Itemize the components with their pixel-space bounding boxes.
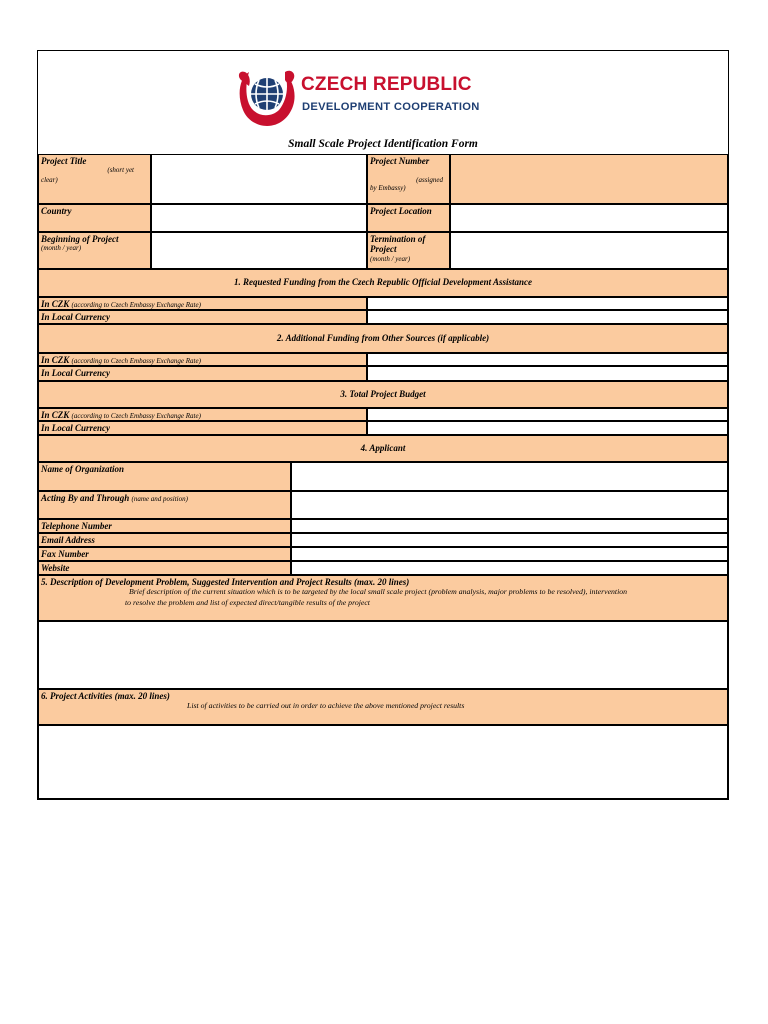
logo-line-1: CZECH REPUBLIC	[301, 74, 472, 95]
section-5-textarea[interactable]	[38, 621, 728, 689]
section-2-header: 2. Additional Funding from Other Sources (if applicable)	[38, 324, 728, 353]
project-number-label: Project Number (assigned by Embassy)	[367, 154, 450, 204]
acting-by-label: Acting By and Through (name and position)	[38, 491, 291, 519]
termination-of-project-label: Termination of Project (month / year)	[367, 232, 450, 269]
email-input[interactable]	[291, 533, 728, 547]
beginning-of-project-label: Beginning of Project (month / year)	[38, 232, 151, 269]
telephone-input[interactable]	[291, 519, 728, 533]
s3-czk-input[interactable]	[367, 408, 728, 421]
s1-czk-label: In CZK (according to Czech Embassy Exchange Rate)	[38, 297, 367, 310]
acting-by-input[interactable]	[291, 491, 728, 519]
project-title-input[interactable]	[151, 154, 367, 204]
website-label: Website	[38, 561, 291, 575]
czech-development-cooperation-logo	[235, 66, 480, 128]
s3-czk-label: In CZK (according to Czech Embassy Exchange Rate)	[38, 408, 367, 421]
section-5-header: 5. Description of Development Problem, Suggested Intervention and Project Results (max. 20 lines) Brief description of the current situation which is to be targeted by the local small scale project (problem analysis, major problems to be resolved), intervention to resolve the problem and list of expected direct/tangible results of the project	[38, 575, 728, 621]
section-4-header: 4. Applicant	[38, 435, 728, 462]
s3-local-currency-input[interactable]	[367, 421, 728, 435]
section-6-header: 6. Project Activities (max. 20 lines) List of activities to be carried out in order to achieve the above mentioned project results	[38, 689, 728, 725]
termination-of-project-input[interactable]	[450, 232, 728, 269]
s1-local-currency-label: In Local Currency	[38, 310, 367, 324]
logo-line-2: DEVELOPMENT COOPERATION	[302, 101, 480, 113]
s2-local-currency-input[interactable]	[367, 366, 728, 381]
s1-czk-input[interactable]	[367, 297, 728, 310]
s1-local-currency-input[interactable]	[367, 310, 728, 324]
country-input[interactable]	[151, 204, 367, 232]
email-label: Email Address	[38, 533, 291, 547]
section-1-header: 1. Requested Funding from the Czech Republic Official Development Assistance	[38, 269, 728, 297]
project-title-label: Project Title (short yet clear)	[38, 154, 151, 204]
globe-hands-icon	[235, 66, 299, 128]
fax-label: Fax Number	[38, 547, 291, 561]
s2-czk-label: In CZK (according to Czech Embassy Exchange Rate)	[38, 353, 367, 366]
form-title: Small Scale Project Identification Form	[288, 138, 478, 150]
country-label: Country	[38, 204, 151, 232]
s2-czk-input[interactable]	[367, 353, 728, 366]
s3-local-currency-label: In Local Currency	[38, 421, 367, 435]
website-input[interactable]	[291, 561, 728, 575]
fax-input[interactable]	[291, 547, 728, 561]
project-location-label: Project Location	[367, 204, 450, 232]
project-number-field	[450, 154, 728, 204]
section-6-textarea[interactable]	[38, 725, 728, 799]
organization-name-label: Name of Organization	[38, 462, 291, 491]
project-location-input[interactable]	[450, 204, 728, 232]
s2-local-currency-label: In Local Currency	[38, 366, 367, 381]
telephone-label: Telephone Number	[38, 519, 291, 533]
section-3-header: 3. Total Project Budget	[38, 381, 728, 408]
organization-name-input[interactable]	[291, 462, 728, 491]
beginning-of-project-input[interactable]	[151, 232, 367, 269]
